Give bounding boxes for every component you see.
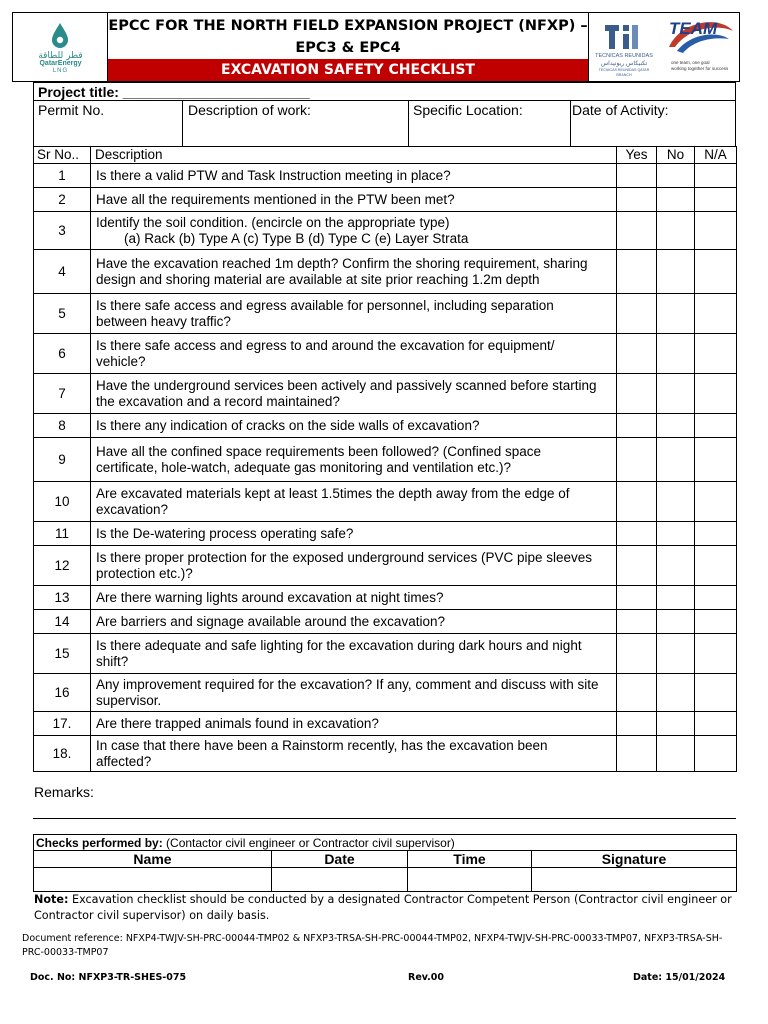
checklist-row <box>34 374 737 414</box>
checklist-row <box>34 164 737 188</box>
row-description-line: certificate, hole-watch, adequate gas monitoring and ventilation etc.)? <box>96 459 511 475</box>
checklist-row <box>34 334 737 374</box>
grid-divider <box>408 100 409 146</box>
row-no-checkbox[interactable] <box>657 164 695 188</box>
row-description <box>91 610 617 634</box>
row-na-checkbox[interactable] <box>695 522 737 546</box>
time-input-cell[interactable] <box>408 868 532 892</box>
row-description-line: between heavy traffic? <box>96 313 231 329</box>
row-description-line: Are barriers and signage available around the excavation? <box>96 613 445 629</box>
permit-no-field[interactable]: Permit No. <box>38 102 105 118</box>
row-description-line: Have all the confined space requirements been followed? (Confined space <box>96 443 542 459</box>
header-sr-no: Sr No.. <box>34 147 91 164</box>
row-description <box>91 294 617 334</box>
row-na-checkbox[interactable] <box>695 414 737 438</box>
checklist-row <box>34 414 737 438</box>
row-number: 10 <box>34 482 91 522</box>
checklist-row <box>34 610 737 634</box>
checklist-row <box>34 482 737 522</box>
checks-performed-label: Checks performed by: <box>36 835 163 850</box>
row-yes-checkbox[interactable] <box>617 438 657 482</box>
row-no-checkbox[interactable] <box>657 712 695 736</box>
row-yes-checkbox[interactable] <box>617 546 657 586</box>
row-description-line: (a) Rack (b) Type A (c) Type B (d) Type C (e) Layer Strata <box>124 230 469 246</box>
row-yes-checkbox[interactable] <box>617 294 657 334</box>
row-description <box>91 546 617 586</box>
row-na-checkbox[interactable] <box>695 250 737 294</box>
row-description <box>91 188 617 212</box>
row-description <box>91 712 617 736</box>
footer-doc-no: Doc. No: NFXP3-TR-SHES-075 <box>30 972 187 983</box>
row-description-line: Is there safe access and egress to and around the excavation for equipment/ <box>96 337 555 353</box>
row-no-checkbox[interactable] <box>657 522 695 546</box>
qatarenergy-arabic: قطر للطاقة <box>38 51 83 61</box>
row-description <box>91 250 617 294</box>
footer-date: Date: 15/01/2024 <box>633 972 726 983</box>
row-na-checkbox[interactable] <box>695 164 737 188</box>
row-number: 15 <box>34 634 91 674</box>
row-number: 7 <box>34 374 91 414</box>
project-info-grid <box>33 82 736 147</box>
row-yes-checkbox[interactable] <box>617 522 657 546</box>
row-yes-checkbox[interactable] <box>617 482 657 522</box>
checklist-row <box>34 188 737 212</box>
row-yes-checkbox[interactable] <box>617 712 657 736</box>
row-number: 6 <box>34 334 91 374</box>
row-na-checkbox[interactable] <box>695 610 737 634</box>
note-body: Excavation checklist should be conducted by a designated Contractor Competent Person (Contractor civil engineer or Contractor civil supervisor) on daily basis. <box>34 893 732 922</box>
row-description-line: Any improvement required for the excavation? If any, comment and discuss with site <box>96 676 599 692</box>
header-yes: Yes <box>617 147 657 164</box>
row-description-line: In case that there have been a Rainstorm recently, has the excavation been <box>96 737 548 753</box>
row-no-checkbox[interactable] <box>657 334 695 374</box>
checklist-row <box>34 212 737 250</box>
checklist-row <box>34 674 737 712</box>
row-yes-checkbox[interactable] <box>617 674 657 712</box>
checks-performed-table <box>33 834 737 892</box>
header-time: Time <box>408 851 532 868</box>
description-of-work-field[interactable]: Description of work: <box>188 102 311 118</box>
row-description <box>91 414 617 438</box>
row-number: 1 <box>34 164 91 188</box>
row-description <box>91 674 617 712</box>
row-na-checkbox[interactable] <box>695 374 737 414</box>
checklist-row <box>34 736 737 772</box>
row-yes-checkbox[interactable] <box>617 736 657 772</box>
header-name: Name <box>34 851 272 868</box>
row-description-line: shift? <box>96 653 129 669</box>
row-description <box>91 438 617 482</box>
qatarenergy-name: QatarEnergy <box>39 60 82 67</box>
row-description <box>91 586 617 610</box>
checklist-row <box>34 522 737 546</box>
row-number: 14 <box>34 610 91 634</box>
header-na: N/A <box>695 147 737 164</box>
row-yes-checkbox[interactable] <box>617 414 657 438</box>
row-description-line: Have the excavation reached 1m depth? Confirm the shoring requirement, sharing <box>96 255 588 271</box>
row-yes-checkbox[interactable] <box>617 212 657 250</box>
row-number: 9 <box>34 438 91 482</box>
row-yes-checkbox[interactable] <box>617 188 657 212</box>
row-number: 3 <box>34 212 91 250</box>
row-number: 18. <box>34 736 91 772</box>
document-header <box>12 12 740 82</box>
tr-sub: TECNICAS REUNIDAS QATAR BRANCH <box>598 68 650 77</box>
tr-arabic: تكنيكاس ريونيداس <box>600 60 648 67</box>
row-description <box>91 164 617 188</box>
row-yes-checkbox[interactable] <box>617 164 657 188</box>
title-line-2: EPC3 & EPC4 <box>295 40 401 56</box>
row-description-line: Is there safe access and egress available for personnel, including separation <box>96 297 554 313</box>
row-description-line: Are there trapped animals found in excavation? <box>96 715 379 731</box>
title-line-1: EPCC FOR THE NORTH FIELD EXPANSION PROJECT (NFXP) – <box>108 18 588 34</box>
footer-rev: Rev.00 <box>408 972 445 983</box>
row-number: 17. <box>34 712 91 736</box>
remarks-line[interactable] <box>33 818 736 819</box>
row-yes-checkbox[interactable] <box>617 334 657 374</box>
row-description <box>91 482 617 522</box>
specific-location-field[interactable]: Specific Location: <box>413 102 523 118</box>
tr-name: TECNICAS REUNIDAS <box>595 53 653 59</box>
row-no-checkbox[interactable] <box>657 250 695 294</box>
row-yes-checkbox[interactable] <box>617 586 657 610</box>
row-description-line: Is there adequate and safe lighting for the excavation during dark hours and night <box>96 637 582 653</box>
tr-logo-icon <box>603 21 643 51</box>
row-description-line: vehicle? <box>96 353 146 369</box>
header-date: Date <box>272 851 408 868</box>
project-title-field[interactable]: Project title: ________________________ <box>38 84 310 100</box>
header-signature: Signature <box>532 851 737 868</box>
checklist-row <box>34 634 737 674</box>
row-description-line: Is the De-watering process operating safe? <box>96 525 354 541</box>
row-no-checkbox[interactable] <box>657 438 695 482</box>
row-no-checkbox[interactable] <box>657 586 695 610</box>
row-no-checkbox[interactable] <box>657 546 695 586</box>
row-yes-checkbox[interactable] <box>617 250 657 294</box>
row-description-line: Have all the requirements mentioned in the PTW been met? <box>96 191 455 207</box>
row-description-line: Are excavated materials kept at least 1.5times the depth away from the edge of <box>96 485 570 501</box>
row-description-line: Are there warning lights around excavation at night times? <box>96 589 444 605</box>
note-label: Note: <box>34 893 69 906</box>
row-description-line: supervisor. <box>96 692 162 708</box>
row-no-checkbox[interactable] <box>657 674 695 712</box>
row-description-line: excavation? <box>96 501 169 517</box>
team-tagline-2: working together for success <box>671 66 729 71</box>
checklist-row <box>34 250 737 294</box>
row-description <box>91 334 617 374</box>
row-no-checkbox[interactable] <box>657 188 695 212</box>
checklist-table <box>33 146 737 772</box>
row-na-checkbox[interactable] <box>695 634 737 674</box>
row-na-checkbox[interactable] <box>695 712 737 736</box>
row-na-checkbox[interactable] <box>695 586 737 610</box>
row-na-checkbox[interactable] <box>695 188 737 212</box>
row-no-checkbox[interactable] <box>657 414 695 438</box>
qatarenergy-sub: LNG <box>52 68 69 74</box>
note-text <box>34 892 739 924</box>
date-of-activity-field[interactable]: Date of Activity: <box>572 102 669 118</box>
row-number: 13 <box>34 586 91 610</box>
row-description-line: the excavation and a record maintained? <box>96 393 340 409</box>
partner-logos <box>588 13 739 81</box>
remarks-label: Remarks: <box>34 784 94 800</box>
name-input-cell[interactable] <box>34 868 272 892</box>
checklist-banner: EXCAVATION SAFETY CHECKLIST <box>108 59 588 81</box>
team-tagline-1: one team, one goal <box>671 60 710 65</box>
grid-divider <box>570 100 571 146</box>
row-description-line: protection etc.)? <box>96 565 193 581</box>
row-number: 12 <box>34 546 91 586</box>
row-na-checkbox[interactable] <box>695 482 737 522</box>
signature-input-cell[interactable] <box>532 868 737 892</box>
grid-divider <box>182 100 183 146</box>
row-yes-checkbox[interactable] <box>617 634 657 674</box>
team-wordmark: TEAM <box>669 19 718 38</box>
checklist-row <box>34 294 737 334</box>
checklist-row <box>34 438 737 482</box>
row-number: 2 <box>34 188 91 212</box>
row-number: 16 <box>34 674 91 712</box>
row-na-checkbox[interactable] <box>695 736 737 772</box>
checks-performed-caption <box>34 835 737 851</box>
row-number: 4 <box>34 250 91 294</box>
checklist-row <box>34 586 737 610</box>
row-description-line: Have the underground services been actively and passively scanned before starting <box>96 377 597 393</box>
row-description <box>91 522 617 546</box>
row-na-checkbox[interactable] <box>695 334 737 374</box>
row-no-checkbox[interactable] <box>657 610 695 634</box>
row-description <box>91 634 617 674</box>
row-na-checkbox[interactable] <box>695 546 737 586</box>
checks-performed-detail: (Contactor civil engineer or Contractor civil supervisor) <box>162 835 455 850</box>
row-na-checkbox[interactable] <box>695 212 737 250</box>
row-no-checkbox[interactable] <box>657 736 695 772</box>
document-reference: Document reference: NFXP4-TWJV-SH-PRC-00044-TMP02 & NFXP3-TRSA-SH-PRC-00044-TMP02, NFXP4-TWJV-SH-PRC-00033-TMP07, NFXP3-TRSA-SH-PRC-00033-TMP07 <box>22 933 723 958</box>
row-description <box>91 736 617 772</box>
date-input-cell[interactable] <box>272 868 408 892</box>
row-description-line: Is there proper protection for the exposed underground services (PVC pipe sleeves <box>96 549 593 565</box>
row-no-checkbox[interactable] <box>657 482 695 522</box>
header-description: Description <box>91 147 617 164</box>
row-na-checkbox[interactable] <box>695 438 737 482</box>
row-number: 11 <box>34 522 91 546</box>
row-description-line: Identify the soil condition. (encircle on the appropriate type) <box>96 214 450 230</box>
row-yes-checkbox[interactable] <box>617 610 657 634</box>
checklist-row <box>34 712 737 736</box>
row-na-checkbox[interactable] <box>695 294 737 334</box>
row-yes-checkbox[interactable] <box>617 374 657 414</box>
row-no-checkbox[interactable] <box>657 212 695 250</box>
qatarenergy-logo <box>13 13 108 81</box>
row-number: 5 <box>34 294 91 334</box>
row-na-checkbox[interactable] <box>695 674 737 712</box>
row-description-line: Is there a valid PTW and Task Instruction meeting in place? <box>96 167 451 183</box>
row-description-line: Is there any indication of cracks on the side walls of excavation? <box>96 417 480 433</box>
header-no: No <box>657 147 695 164</box>
row-description-line: affected? <box>96 753 152 769</box>
row-no-checkbox[interactable] <box>657 374 695 414</box>
checklist-header-row <box>34 147 737 164</box>
row-number: 8 <box>34 414 91 438</box>
row-description <box>91 374 617 414</box>
row-description <box>91 212 617 250</box>
grid-divider <box>34 100 735 101</box>
row-no-checkbox[interactable] <box>657 294 695 334</box>
checklist-row <box>34 546 737 586</box>
row-description-line: design and shoring material are available at site prior reaching 1.2m depth <box>96 271 540 287</box>
document-title <box>108 13 588 59</box>
row-no-checkbox[interactable] <box>657 634 695 674</box>
